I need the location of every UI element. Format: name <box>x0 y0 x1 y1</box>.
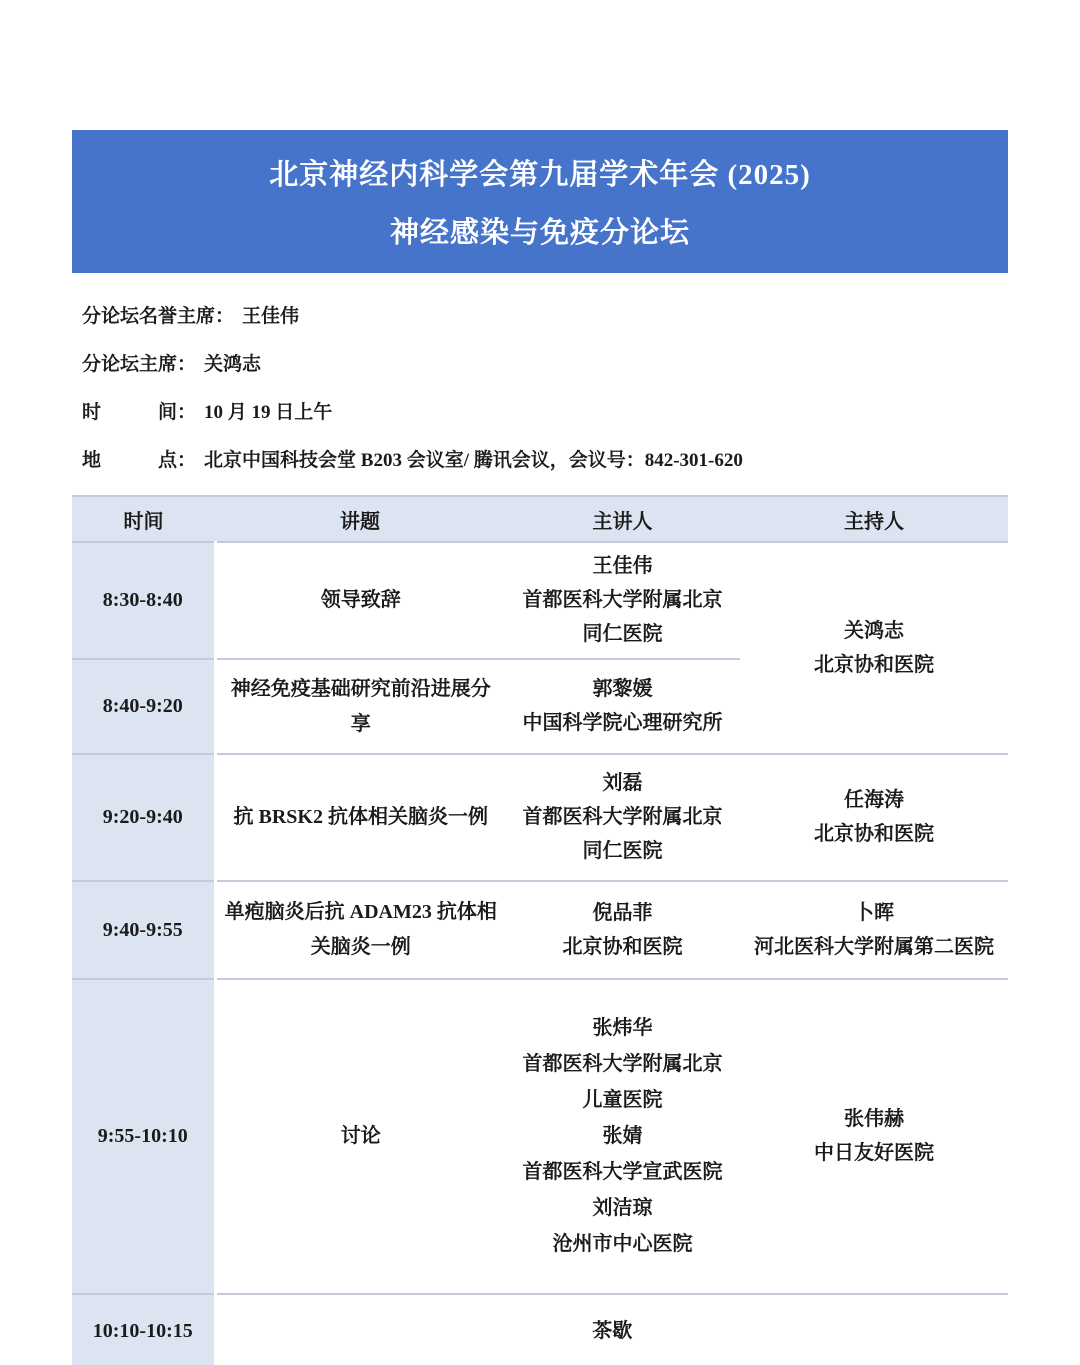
meta-label: 分论坛名誉主席： <box>82 305 235 327</box>
col-header-chair: 主持人 <box>740 496 1008 542</box>
chair-name: 关鸿志 <box>844 619 904 642</box>
chair-name: 任海涛 <box>844 789 904 811</box>
speaker-affiliation: 同仁医院 <box>582 840 663 862</box>
speaker-affiliation: 同仁医院 <box>582 623 663 645</box>
speaker-name: 郭黎媛 <box>592 678 653 700</box>
time-cell: 8:40-9:20 <box>72 659 215 754</box>
banner-title-line2: 神经感染与免疫分论坛 <box>389 216 690 249</box>
conference-banner <box>72 130 1008 273</box>
speaker-cell <box>505 979 740 1294</box>
agenda-table <box>72 495 1008 1365</box>
meta-value: 王佳伟 <box>242 305 300 327</box>
speaker-affiliation: 首都医科大学宣武医院 <box>522 1161 723 1183</box>
speaker-cell <box>505 881 740 979</box>
topic-cell <box>215 979 505 1294</box>
meta-time <box>82 386 1002 434</box>
speaker-affiliation: 首都医科大学附属北京 <box>522 589 723 611</box>
speaker-name: 张炜华 <box>592 1017 653 1039</box>
chair-affiliation: 中日友好医院 <box>814 1142 934 1164</box>
table-row <box>72 881 1008 979</box>
speaker-name: 王佳伟 <box>592 555 653 577</box>
table-row <box>72 1294 1008 1365</box>
chair-cell <box>740 542 1008 754</box>
topic-cell <box>215 542 505 659</box>
speaker-name: 刘磊 <box>602 772 643 794</box>
speaker-affiliation: 首都医科大学附属北京 <box>522 1053 723 1075</box>
topic-text: 抗 BRSK2 抗体相关脑炎一例 <box>233 806 488 828</box>
col-header-speaker: 主讲人 <box>505 496 740 542</box>
speaker-cell <box>505 542 740 659</box>
banner-title-line1: 北京神经内科学会第九届学术年会 (2025) <box>269 159 811 192</box>
time-cell: 9:20-9:40 <box>72 754 215 881</box>
table-header-row <box>72 496 1008 542</box>
session-meta <box>82 290 1002 482</box>
meta-honorary-chair <box>82 290 1002 338</box>
speaker-affiliation: 中国科学院心理研究所 <box>522 712 723 734</box>
break-cell <box>215 1294 1008 1365</box>
speaker-name: 刘洁琼 <box>592 1197 653 1219</box>
table-row <box>72 542 1008 659</box>
topic-cell <box>215 754 505 881</box>
meta-chair <box>82 338 1002 386</box>
meta-location <box>82 434 1002 482</box>
chair-name: 卜晖 <box>854 901 894 924</box>
chair-cell <box>740 754 1008 881</box>
meta-label: 分论坛主席： <box>82 353 197 375</box>
time-cell: 9:40-9:55 <box>72 881 215 979</box>
meta-value: 北京中国科技会堂 B203 会议室/ 腾讯会议，会议号：842-301-620 <box>204 449 743 471</box>
col-header-time: 时间 <box>72 496 215 542</box>
time-cell: 10:10-10:15 <box>72 1294 215 1365</box>
speaker-affiliation: 沧州市中心医院 <box>552 1233 693 1255</box>
speaker-cell <box>505 754 740 881</box>
speaker-affiliation: 儿童医院 <box>582 1089 663 1111</box>
topic-text: 领导致辞 <box>320 589 401 611</box>
break-text: 茶歇 <box>592 1319 633 1342</box>
topic-text: 神经免疫基础研究前沿进展分享 <box>230 677 491 735</box>
table-row <box>72 754 1008 881</box>
chair-name: 张伟赫 <box>844 1108 904 1130</box>
time-cell: 9:55-10:10 <box>72 979 215 1294</box>
chair-affiliation: 北京协和医院 <box>814 823 934 845</box>
chair-cell <box>740 881 1008 979</box>
col-header-topic: 讲题 <box>215 496 505 542</box>
chair-affiliation: 河北医科大学附属第二医院 <box>754 935 994 958</box>
meta-label: 时 间： <box>82 401 197 423</box>
speaker-name: 倪品菲 <box>592 901 653 924</box>
chair-affiliation: 北京协和医院 <box>814 653 934 676</box>
meta-value: 关鸿志 <box>204 353 262 375</box>
speaker-affiliation: 北京协和医院 <box>562 935 683 958</box>
meta-label: 地 点： <box>82 449 197 471</box>
chair-cell <box>740 979 1008 1294</box>
topic-text: 讨论 <box>340 1125 381 1147</box>
topic-text: 单疱脑炎后抗 ADAM23 抗体相关脑炎一例 <box>224 901 497 958</box>
topic-cell <box>215 659 505 754</box>
table-row <box>72 979 1008 1294</box>
meta-value: 10 月 19 日上午 <box>204 401 333 423</box>
speaker-affiliation: 首都医科大学附属北京 <box>522 806 723 828</box>
time-cell: 8:30-8:40 <box>72 542 215 659</box>
speaker-cell <box>505 659 740 754</box>
speaker-name: 张婧 <box>602 1125 643 1147</box>
topic-cell <box>215 881 505 979</box>
